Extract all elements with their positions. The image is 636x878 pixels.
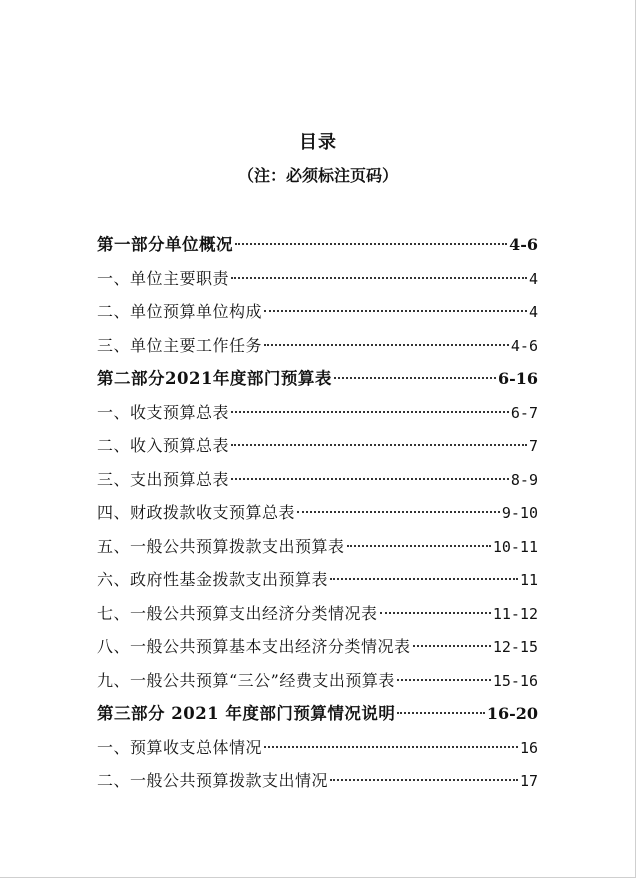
dot-leader: [347, 545, 491, 547]
dot-leader: [334, 377, 496, 379]
toc-entry-label: 一、预算收支总体情况: [97, 737, 263, 757]
toc-entry-label: 七、一般公共预算支出经济分类情况表: [97, 603, 378, 623]
toc-entry[interactable]: [97, 362, 538, 396]
toc-entry-page: 11-12: [492, 604, 538, 623]
toc-entry-page: 12-15: [492, 638, 538, 656]
document-title: 目录: [299, 132, 337, 153]
dot-leader: [235, 243, 507, 245]
toc-entry[interactable]: [97, 597, 538, 631]
toc-entry-label: 二、单位预算单位构成: [97, 302, 263, 321]
dot-leader: [264, 746, 518, 748]
toc-entry-page: 15-16: [492, 671, 538, 690]
toc-entry-label: 三、支出预算总表: [97, 469, 230, 489]
toc-entry-page: 6-16: [497, 369, 538, 388]
toc-entry-label: 第二部分2021年度部门预算表: [97, 369, 332, 388]
toc-entry[interactable]: [97, 295, 538, 329]
toc-entry-label: 二、收入预算总表: [97, 436, 230, 455]
toc-entry-page: 10-11: [492, 537, 538, 556]
toc-entry[interactable]: [97, 396, 538, 430]
dot-leader: [330, 578, 518, 580]
dot-leader: [264, 344, 509, 346]
dot-leader: [397, 712, 484, 714]
toc-entry-page: 4: [528, 269, 538, 288]
toc-entry-page: 16: [519, 738, 538, 757]
toc-entry[interactable]: [97, 262, 538, 296]
toc-entry-label: 五、一般公共预算拨款支出预算表: [97, 536, 345, 556]
toc-entry-page: 6-7: [510, 403, 538, 422]
toc-entry[interactable]: [97, 731, 538, 765]
toc-entry-page: 11: [519, 571, 538, 589]
toc-entry[interactable]: [97, 329, 538, 363]
dot-leader: [297, 511, 500, 513]
toc-entry-page: 4-6: [509, 235, 538, 254]
dot-leader: [231, 478, 509, 480]
toc-entry[interactable]: [97, 697, 538, 731]
toc-entry-label: 第三部分 2021 年度部门预算情况说明: [97, 704, 396, 723]
dot-leader: [413, 645, 491, 647]
toc-entry-page: 4-6: [510, 336, 538, 355]
table-of-contents: [97, 228, 538, 798]
toc-entry[interactable]: [97, 664, 538, 698]
toc-entry-page: 17: [519, 772, 538, 790]
dot-leader: [231, 411, 509, 413]
toc-entry-page: 4: [528, 303, 538, 321]
toc-entry-page: 9-10: [501, 504, 538, 522]
dot-leader: [231, 277, 527, 279]
document-subtitle: （注：必须标注页码）: [237, 166, 398, 185]
toc-entry-label: 一、收支预算总表: [97, 402, 230, 422]
dot-leader: [397, 679, 491, 681]
toc-entry-label: 二、一般公共预算拨款支出情况: [97, 771, 329, 790]
toc-entry-label: 一、单位主要职责: [97, 268, 230, 288]
toc-entry[interactable]: [97, 496, 538, 530]
toc-entry[interactable]: [97, 429, 538, 463]
toc-entry[interactable]: [97, 630, 538, 664]
toc-entry-label: 九、一般公共预算“三公”经费支出预算表: [97, 670, 395, 690]
toc-entry-page: 7: [528, 437, 538, 455]
toc-entry[interactable]: [97, 228, 538, 262]
toc-entry[interactable]: [97, 463, 538, 497]
dot-leader: [264, 310, 527, 312]
toc-entry-label: 第一部分单位概况: [97, 235, 233, 254]
toc-entry[interactable]: [97, 530, 538, 564]
toc-entry-label: 三、单位主要工作任务: [97, 335, 263, 355]
dot-leader: [330, 779, 518, 781]
toc-entry-page: 8-9: [510, 470, 538, 489]
dot-leader: [380, 612, 491, 614]
toc-entry[interactable]: [97, 764, 538, 798]
toc-entry-label: 八、一般公共预算基本支出经济分类情况表: [97, 637, 411, 656]
toc-entry-page: 16-20: [486, 704, 538, 723]
toc-entry[interactable]: [97, 563, 538, 597]
toc-entry-label: 四、财政拨款收支预算总表: [97, 503, 296, 522]
toc-entry-label: 六、政府性基金拨款支出预算表: [97, 570, 329, 589]
dot-leader: [231, 444, 527, 446]
